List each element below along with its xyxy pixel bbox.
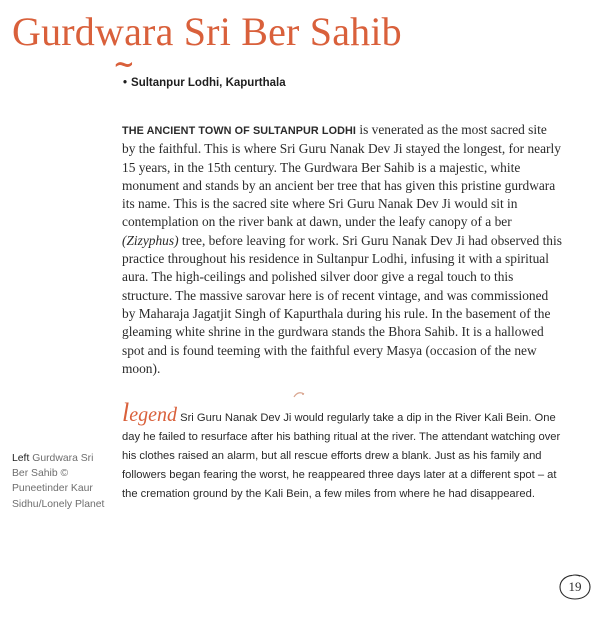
article-lead: THE ANCIENT TOWN OF SULTANPUR LODHI [122, 125, 357, 137]
caption-text: Gurdwara Sri Ber Sahib © Puneetinder Kaur Sidhu/Lonely Planet [12, 453, 105, 510]
page-title: Gurdwara Sri Ber Sahib [12, 9, 402, 54]
caption-label: Left [12, 453, 30, 464]
location-text: Sultanpur Lodhi, Kapurthala [131, 77, 286, 89]
legend-heading-initial: l [122, 398, 130, 427]
photo-caption [12, 451, 112, 512]
article-body [122, 121, 562, 378]
tilde-ornament: ~ [113, 50, 135, 80]
legend-heading-rest: egend [129, 404, 177, 426]
article-text-part1: is venerated as the most sacred site by the faithful. This is where Sri Guru Nanak Dev Ji stayed the longest, for nearly 15 years, in the 15th century. The Gurdwara Ber Sahib is a majestic, white monument and stands by an ancient ber tree that has given this pristine gurdwara its name. This is the sacred site where Sri Guru Nanak Dev Ji would sit in contemplation on the river bank at dawn, under the leafy canopy of a ber [122, 122, 561, 230]
article-text-italic: (Zizyphus) [122, 232, 179, 248]
legend-text: Sri Guru Nanak Dev Ji would regularly take a dip in the River Kali Bein. One day he failed to resurface after his bathing ritual at the river. The attendant watching over his clothes raised an alarm, but all rescue efforts drew a blank. Just as his family and followers began fearing the worst, he reappeared three days later at a different spot – at the cremation ground by the Kali Bein, a few miles from where he had disappeared. [122, 412, 561, 500]
flourish-ornament [293, 391, 305, 399]
location-line [123, 77, 286, 89]
location-bullet: • [123, 77, 128, 89]
article-text-part2: tree, before leaving for work. Sri Guru Nanak Dev Ji had observed this practice throughout his residence in Sultanpur Lodhi, infusing it with a spiritual aura. The high-ceilings and polished silver door give a regal touch to this structure. The massive sarovar here is of recent vintage, and was commissioned by Maharaja Jagatjit Singh of Kapurthala during his rule. In the basement of the gleaming white shrine in the gurdwara stands the Bhora Sahib. It is a hallowed spot and is found teeming with the faithful every Masya (occasion of the new moon). [122, 232, 562, 376]
legend-box [122, 398, 562, 504]
page-number: 19 [568, 579, 582, 594]
page-number-badge [558, 573, 592, 601]
legend-heading [122, 398, 177, 427]
